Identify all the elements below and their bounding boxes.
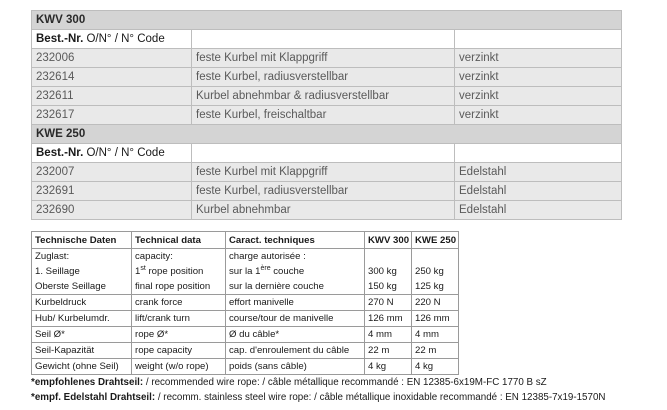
label-de: Seil-Kapazität	[32, 343, 132, 359]
order-number-table	[31, 10, 622, 220]
label-en: crank force	[132, 295, 226, 311]
header-en: Technical data	[132, 232, 226, 249]
finish: Edelstahl	[455, 182, 622, 201]
label-de: Seil Ø*	[32, 327, 132, 343]
label-en: rope capacity	[132, 343, 226, 359]
label-fr: cap. d'enroulement du câble	[226, 343, 365, 359]
finish: Edelstahl	[455, 201, 622, 220]
product-description: feste Kurbel mit Klappgriff	[192, 49, 455, 68]
table-row	[32, 343, 459, 359]
table-row	[32, 182, 622, 201]
label-de: Oberste Seillage	[32, 279, 132, 295]
value-kwe250: 126 mm	[412, 311, 459, 327]
order-number-label: Best.-Nr. O/N° / N° Code	[32, 144, 192, 163]
order-code: 232007	[32, 163, 192, 182]
table-row	[32, 68, 622, 87]
value-kwv300: 22 m	[365, 343, 412, 359]
header-kwv300: KWV 300	[365, 232, 412, 249]
label-fr: sur la dernière couche	[226, 279, 365, 295]
label-de: Gewicht (ohne Seil)	[32, 359, 132, 375]
label-de: Zuglast:	[32, 249, 132, 265]
label-de: 1. Seillage	[32, 264, 132, 279]
label-fr: effort manivelle	[226, 295, 365, 311]
table-row	[32, 106, 622, 125]
value-kwv300: 4 kg	[365, 359, 412, 375]
order-code: 232690	[32, 201, 192, 220]
label-fr: charge autorisée :	[226, 249, 365, 265]
product-description: feste Kurbel mit Klappgriff	[192, 163, 455, 182]
model-header-kwv300	[32, 11, 622, 30]
label-fr: poids (sans câble)	[226, 359, 365, 375]
value-kwe250: 4 kg	[412, 359, 459, 375]
label-en: final rope position	[132, 279, 226, 295]
header-de: Technische Daten	[32, 232, 132, 249]
finish: verzinkt	[455, 68, 622, 87]
label-en: lift/crank turn	[132, 311, 226, 327]
table-row	[32, 359, 459, 375]
footnote-rope: *empfohlenes Drahtseil: / recommended wire rope: / câble métallique recommandé : EN 12385-6x19M-FC 1770 B sZ	[31, 377, 547, 388]
product-description: Kurbel abnehmbar	[192, 201, 455, 220]
product-description: feste Kurbel, radiusverstellbar	[192, 68, 455, 87]
finish: Edelstahl	[455, 163, 622, 182]
order-column-header	[32, 144, 622, 163]
product-description: feste Kurbel, freischaltbar	[192, 106, 455, 125]
table-row	[32, 279, 459, 295]
finish: verzinkt	[455, 87, 622, 106]
header-kwe250: KWE 250	[412, 232, 459, 249]
header-fr: Caract. techniques	[226, 232, 365, 249]
table-row	[32, 87, 622, 106]
finish: verzinkt	[455, 49, 622, 68]
table-row	[32, 295, 459, 311]
table-row	[32, 49, 622, 68]
value-kwv300: 270 N	[365, 295, 412, 311]
order-code: 232691	[32, 182, 192, 201]
order-code: 232617	[32, 106, 192, 125]
value-kwe250: 250 kg	[412, 264, 459, 279]
value-kwe250: 22 m	[412, 343, 459, 359]
model-title: KWE 250	[32, 125, 622, 144]
table-row	[32, 201, 622, 220]
order-code: 232614	[32, 68, 192, 87]
table-row	[32, 327, 459, 343]
product-description: Kurbel abnehmbar & radiusverstellbar	[192, 87, 455, 106]
label-fr: Ø du câble*	[226, 327, 365, 343]
label-fr: course/tour de manivelle	[226, 311, 365, 327]
table-row	[32, 163, 622, 182]
model-title: KWV 300	[32, 11, 622, 30]
model-header-kwe250	[32, 125, 622, 144]
value-kwe250: 125 kg	[412, 279, 459, 295]
value-kwv300: 300 kg	[365, 264, 412, 279]
label-en: capacity:	[132, 249, 226, 265]
value-kwv300: 150 kg	[365, 279, 412, 295]
product-description: feste Kurbel, radiusverstellbar	[192, 182, 455, 201]
label-en: 1st rope position	[132, 264, 226, 279]
table-row	[32, 249, 459, 265]
technical-data-table	[31, 231, 459, 375]
order-column-header	[32, 30, 622, 49]
table-row	[32, 264, 459, 279]
value-kwe250: 220 N	[412, 295, 459, 311]
label-en: weight (w/o rope)	[132, 359, 226, 375]
value-kwv300: 126 mm	[365, 311, 412, 327]
table-row	[32, 311, 459, 327]
order-code: 232611	[32, 87, 192, 106]
finish: verzinkt	[455, 106, 622, 125]
order-number-label: Best.-Nr. O/N° / N° Code	[32, 30, 192, 49]
label-de: Kurbeldruck	[32, 295, 132, 311]
tech-header-row	[32, 232, 459, 249]
label-en: rope Ø*	[132, 327, 226, 343]
value-kwe250: 4 mm	[412, 327, 459, 343]
footnote-stainless-rope: *empf. Edelstahl Drahtseil: / recomm. stainless steel wire rope: / câble métallique inoxidable recommandé : EN 12385-7x19-1570N	[31, 392, 606, 403]
order-code: 232006	[32, 49, 192, 68]
label-de: Hub/ Kurbelumdr.	[32, 311, 132, 327]
value-kwv300: 4 mm	[365, 327, 412, 343]
label-fr: sur la 1ère couche	[226, 264, 365, 279]
